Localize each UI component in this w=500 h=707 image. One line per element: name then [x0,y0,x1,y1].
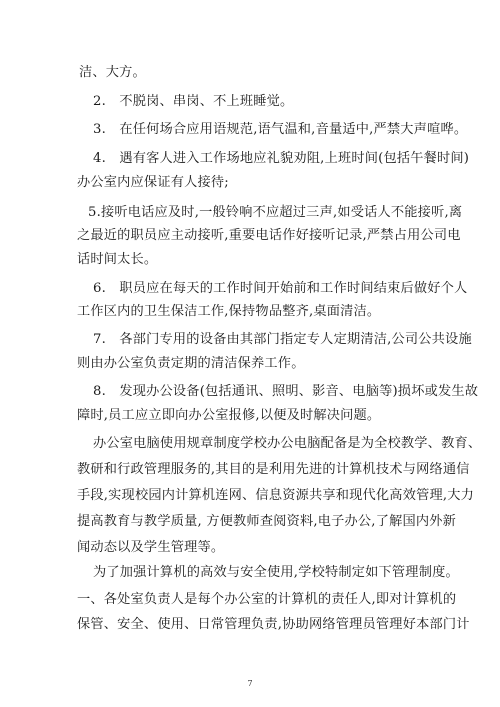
text-line: 3. 在任何场合应用语规范,语气温和,音量适中,严禁大声喧哗。 [93,122,468,137]
text-line: 办公室内应保证有人接待; [77,175,229,190]
text-line: 障时,员工应立即向办公室报修,以便及时解决问题。 [77,408,381,423]
text-line: 则由办公室负责定期的清洁保养工作。 [77,356,305,371]
text-line: 工作区内的卫生保洁工作,保持物品整齐,桌面清洁。 [77,304,381,319]
text-line: 5.接听电话应及时,一般铃响不应超过三声,如受话人不能接听,离 [88,205,463,220]
text-line: 7. 各部门专用的设备由其部门指定专人定期清洁,公司公共设施 [93,332,472,347]
text-line: 为了加强计算机的高效与安全使用,学校特制定如下管理制度。 [93,565,459,580]
text-line: 闻动态以及学生管理等。 [77,540,225,555]
text-line: 6. 职员应在每天的工作时间开始前和工作时间结束后做好个人 [93,281,468,296]
text-line: 手段,实现校园内计算机连网、信息资源共享和现代化高效管理,大力 [77,488,475,503]
text-line: 之最近的职员应主动接听,重要电话作好接听记录,严禁占用公司电 [77,228,461,243]
text-line: 一、各处室负责人是每个办公室的计算机的责任人,即对计算机的 [77,592,457,607]
text-line: 4. 遇有客人进入工作场地应礼貌劝阻,上班时间(包括午餐时间) [93,151,470,166]
text-line: 洁、大方。 [79,65,146,80]
text-line: 2. 不脱岗、串岗、不上班睡觉。 [93,94,294,109]
text-line: 教研和行政管理服务的,其目的是利用先进的计算机技术与网络通信 [77,462,470,477]
page-number: 7 [247,679,253,688]
text-line: 保管、安全、使用、日常管理负责,协助网络管理员管理好本部门计 [77,617,470,632]
text-line: 话时间太长。 [77,252,158,267]
text-line: 提高教育与教学质量, 方便教师查阅资料,电子办公,了解国内外新 [77,514,457,529]
text-line: 办公室电脑使用规章制度学校办公电脑配备是为全校教学、教育、 [93,436,482,451]
text-line: 8. 发现办公设备(包括通讯、照明、影音、电脑等)损坏或发生故 [93,384,479,399]
